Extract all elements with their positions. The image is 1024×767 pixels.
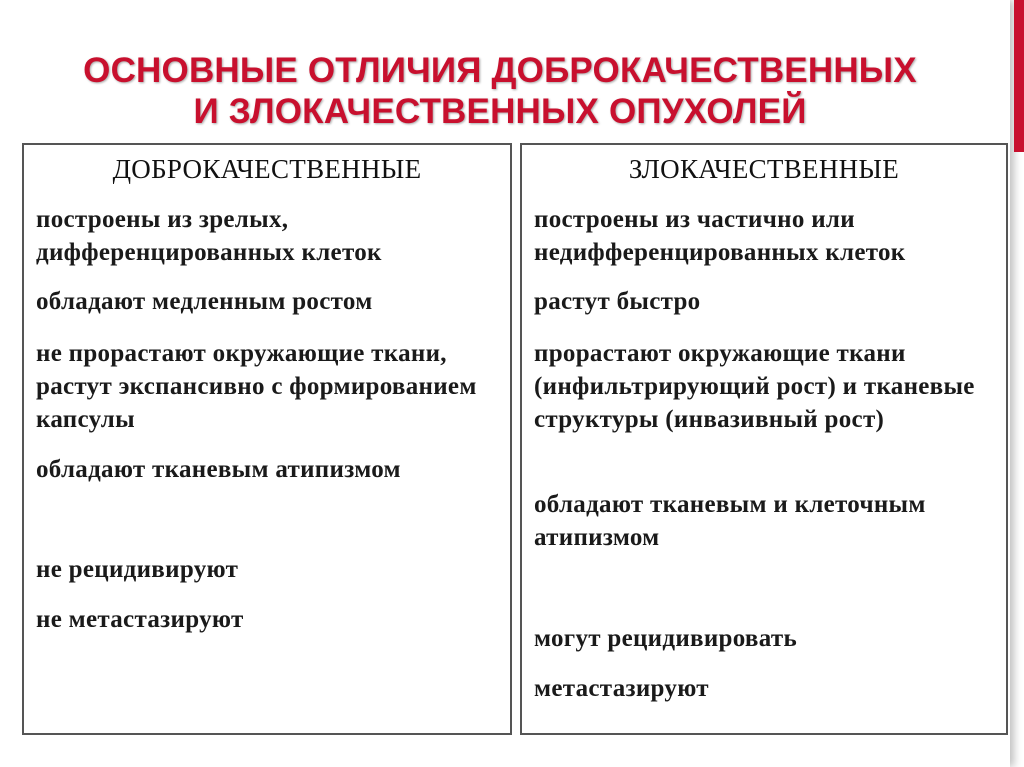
malignant-item-recurrence: могут рецидивировать <box>534 625 797 652</box>
benign-item-metastasis: не метастазируют <box>36 606 244 633</box>
title-line-2: И ЗЛОКАЧЕСТВЕННЫХ ОПУХОЛЕЙ <box>193 92 807 131</box>
benign-header: ДОБРОКАЧЕСТВЕННЫЕ <box>112 154 422 184</box>
malignant-item-atypism: обладают тканевым и клеточным атипизмом <box>534 491 926 551</box>
malignant-item-invasion: прорастают окружающие ткани (инфильтрирующий рост) и тканевые структуры (инвазивный рост) <box>534 340 975 433</box>
benign-item-cells: построены из зрелых, дифференцированных клеток <box>36 206 382 266</box>
malignant-item-cells: построены из частично или недифференцированных клеток <box>534 206 906 266</box>
malignant-item-growth: растут быстро <box>534 288 701 315</box>
benign-item-growth: обладают медленным ростом <box>36 288 373 315</box>
benign-item-recurrence: не рецидивируют <box>36 556 239 583</box>
slide-title <box>20 50 980 132</box>
benign-column <box>22 143 512 735</box>
title-line-1: ОСНОВНЫЕ ОТЛИЧИЯ ДОБРОКАЧЕСТВЕННЫХ <box>83 51 917 90</box>
benign-item-atypism: обладают тканевым атипизмом <box>36 456 401 483</box>
malignant-header: ЗЛОКАЧЕСТВЕННЫЕ <box>628 154 900 184</box>
benign-item-expansion: не прорастают окружающие ткани, растут экспансивно с формированием капсулы <box>36 340 477 433</box>
malignant-item-metastasis: метастазируют <box>534 675 709 702</box>
accent-bar <box>1014 0 1024 152</box>
malignant-column <box>520 143 1008 735</box>
